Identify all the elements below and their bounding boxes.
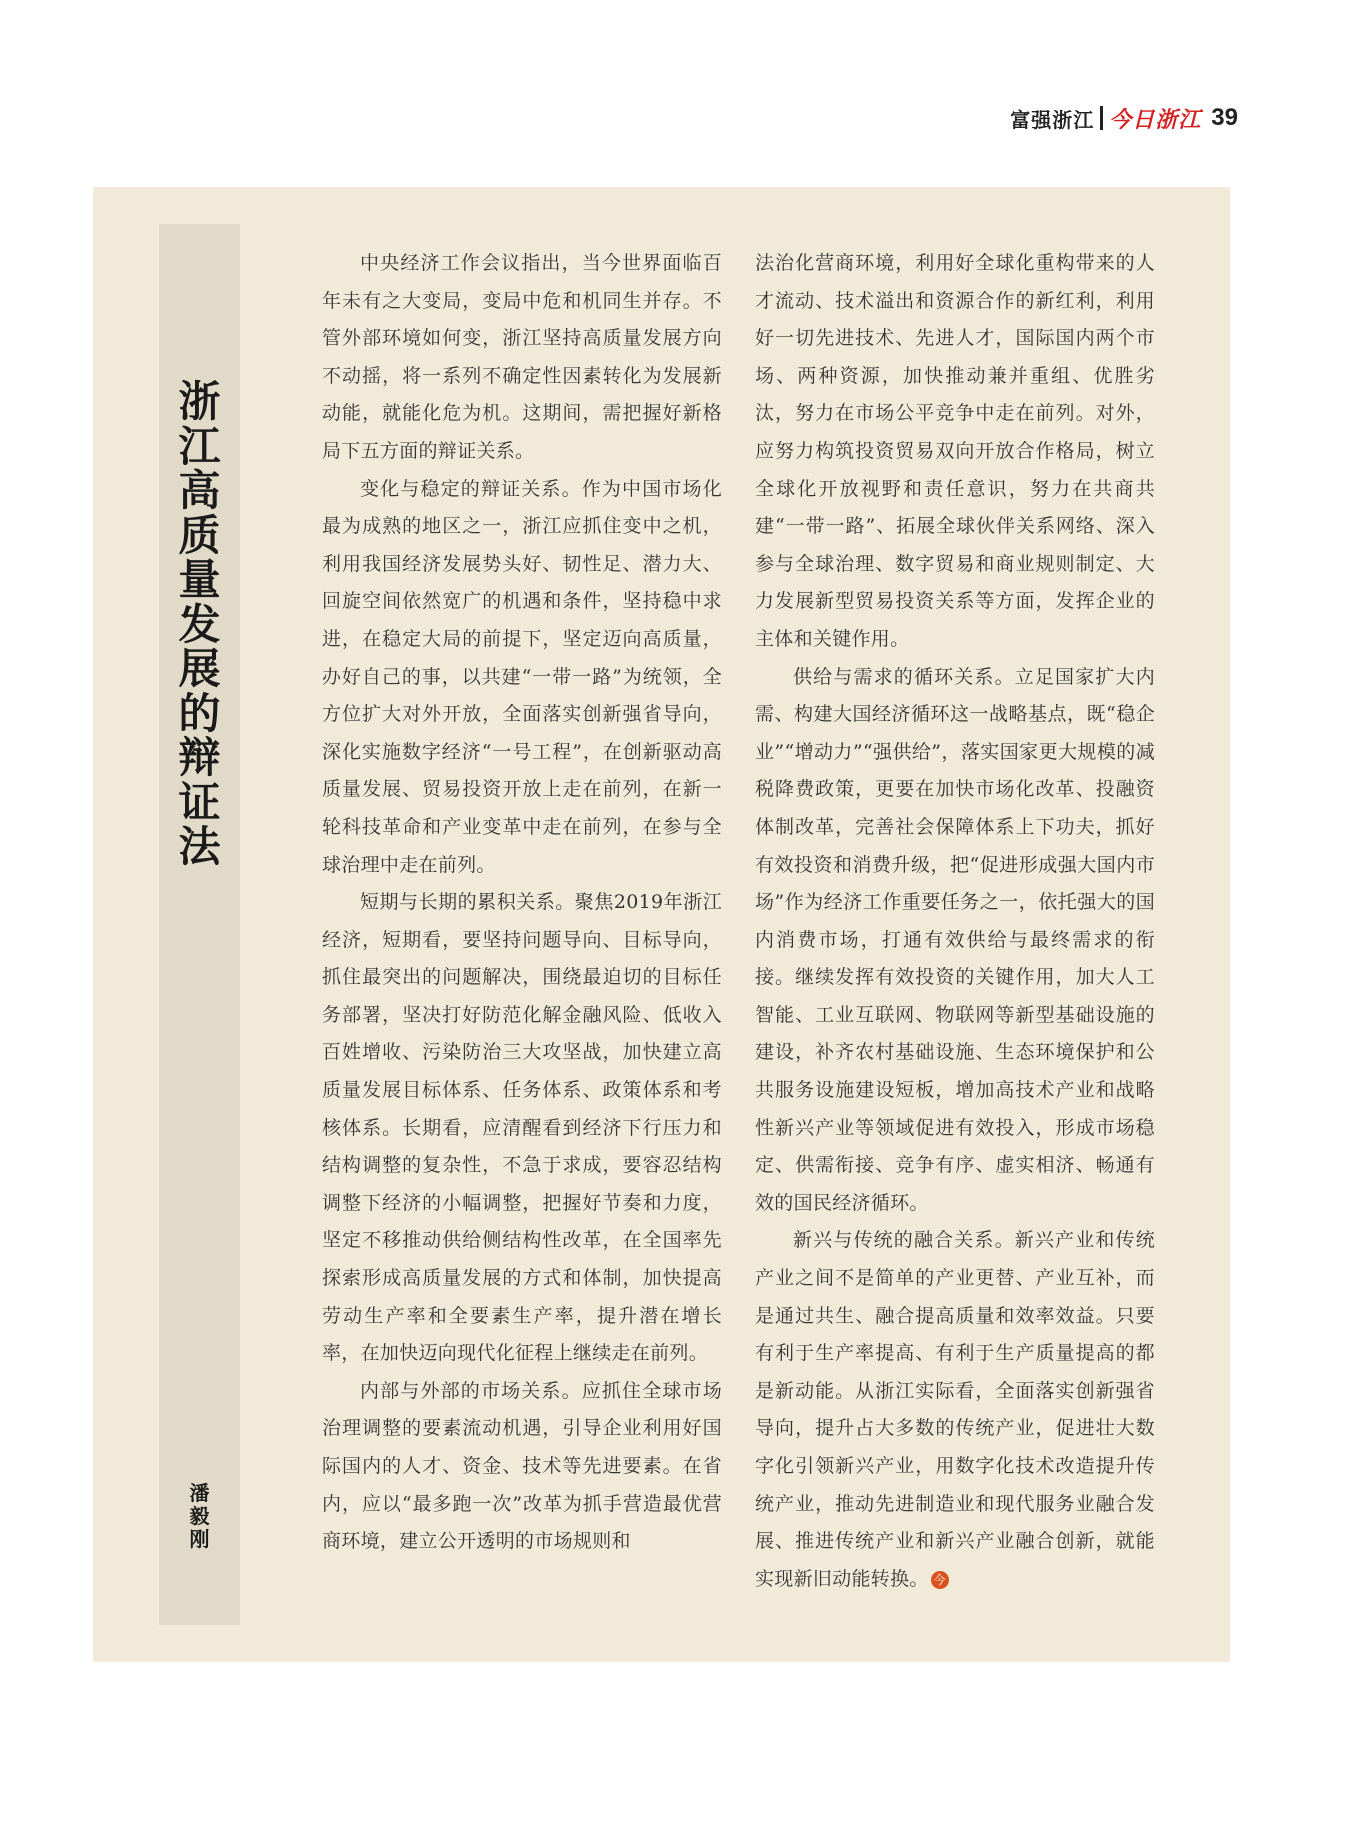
author-char: 潘 (189, 1481, 210, 1505)
paragraph: 内部与外部的市场关系。应抓住全球市场治理调整的要素流动机遇，引导企业利用好国际国内的人才、资金、技术等先进要素。在省内，应以“最多跑一次”改革为抓手营造最优营商环境，建立公开透明的市场规则和 (322, 1379, 722, 1553)
paragraph-text: 新兴与传统的融合关系。新兴产业和传统产业之间不是简单的产业更替、产业互补，而是通过共生、融合提高质量和效率效益。只要有利于生产率提高、有利于生产质量提高的都是新动能。从浙江实际看，全面落实创新强省导向，提升占大多数的传统产业，促进壮大数字化引领新兴产业，用数字化技术改造提升传统产业，推动先进制造业和现代服务业融合发展、推进传统产业和新兴产业融合创新，就能实现新旧动能转换。 (755, 1229, 1155, 1590)
paragraph: 短期与长期的累积关系。聚焦2019年浙江经济，短期看，要坚持问题导向、目标导向，抓住最突出的问题解决，围绕最迫切的目标任务部署，坚决打好防范化解金融风险、低收入百姓增收、污染防治三大攻坚战，加快建立高质量发展目标体系、任务体系、政策体系和考核体系。长期看，应清醒看到经济下行压力和结构调整的复杂性，不急于求成，要容忍结构调整下经济的小幅调整，把握好节奏和力度，坚定不移推动供给侧结构性改革，在全国率先探索形成高质量发展的方式和体制，加快提高劳动生产率和全要素生产率，提升潜在增长率，在加快迈向现代化征程上继续走在前列。 (322, 891, 722, 1365)
title-char: 江 (178, 421, 221, 471)
paragraph: 供给与需求的循环关系。立足国家扩大内需、构建大国经济循环这一战略基点，既“稳企业”“增动力”“强供给”，落实国家更大规模的减税降费政策，更要在加快市场化改革、投融资体制改革，完善社会保障体系上下功夫，抓好有效投资和消费升级，把“促进形成强大国内市场”作为经济工作重要任务之一，依托强大的国内消费市场，打通有效供给与最终需求的衔接。继续发挥有效投资的关键作用，加大人工智能、工业互联网、物联网等新型基础设施的建设，补齐农村基础设施、生态环境保护和公共服务设施建设短板，增加高技术产业和战略性新兴产业等领域促进有效投入，形成市场稳定、供需衔接、竞争有序、虚实相济、畅通有效的国民经济循环。 (755, 665, 1155, 1214)
paragraph: 中央经济工作会议指出，当今世界面临百年未有之大变局，变局中危和机同生并存。不管外部环境如何变，浙江坚持高质量发展方向不动摇，将一系列不确定性因素转化为发展新动能，就能化危为机。这期间，需把握好新格局下五方面的辩证关系。 (322, 252, 722, 462)
magazine-logo: 今日浙江 (1109, 106, 1202, 133)
author-char: 毅 (189, 1504, 210, 1528)
title-char: 的 (178, 688, 221, 738)
paragraph-last (755, 1222, 1155, 1598)
title-char: 高 (178, 466, 221, 515)
page-header (1010, 100, 1238, 136)
author-char: 刚 (189, 1527, 210, 1551)
text-column-left (322, 245, 722, 1561)
page-number: 39 (1211, 104, 1238, 131)
title-char: 量 (178, 555, 221, 604)
title-char: 证 (178, 777, 221, 827)
text-column-right (755, 245, 1155, 1598)
title-char: 浙 (178, 377, 221, 426)
header-divider (1100, 106, 1103, 130)
title-char: 质 (178, 510, 221, 560)
title-char: 辩 (178, 733, 221, 782)
paragraph: 变化与稳定的辩证关系。作为中国市场化最为成熟的地区之一，浙江应抓住变中之机，利用我国经济发展势头好、韧性足、潜力大、回旋空间依然宽广的机遇和条件，坚持稳中求进，在稳定大局的前提下，坚定迈向高质量，办好自己的事，以共建“一带一路”为统领，全方位扩大对外开放，全面落实创新强省导向，深化实施数字经济“一号工程”，在创新驱动高质量发展、贸易投资开放上走在前列，在新一轮科技革命和产业变革中走在前列，在参与全球治理中走在前列。 (322, 477, 722, 876)
title-char: 发 (178, 599, 221, 649)
title-char: 法 (178, 822, 221, 871)
paragraph-continued: 法治化营商环境，利用好全球化重构带来的人才流动、技术溢出和资源合作的新红利，利用好一切先进技术、先进人才，国际国内两个市场、两种资源，加快推动兼并重组、优胜劣汰，努力在市场公平竞争中走在前列。对外，应努力构筑投资贸易双向开放合作格局，树立全球化开放视野和责任意识，努力在共商共建“一带一路”、拓展全球伙伴关系网络、深入参与全球治理、数字贸易和商业规则制定、大力发展新型贸易投资关系等方面，发挥企业的主体和关键作用。 (755, 252, 1155, 650)
article-author (159, 1482, 240, 1551)
section-name: 富强浙江 (1010, 107, 1095, 132)
title-char: 展 (178, 644, 221, 693)
article-title (159, 377, 240, 871)
end-mark-icon: 今 (931, 1571, 949, 1589)
